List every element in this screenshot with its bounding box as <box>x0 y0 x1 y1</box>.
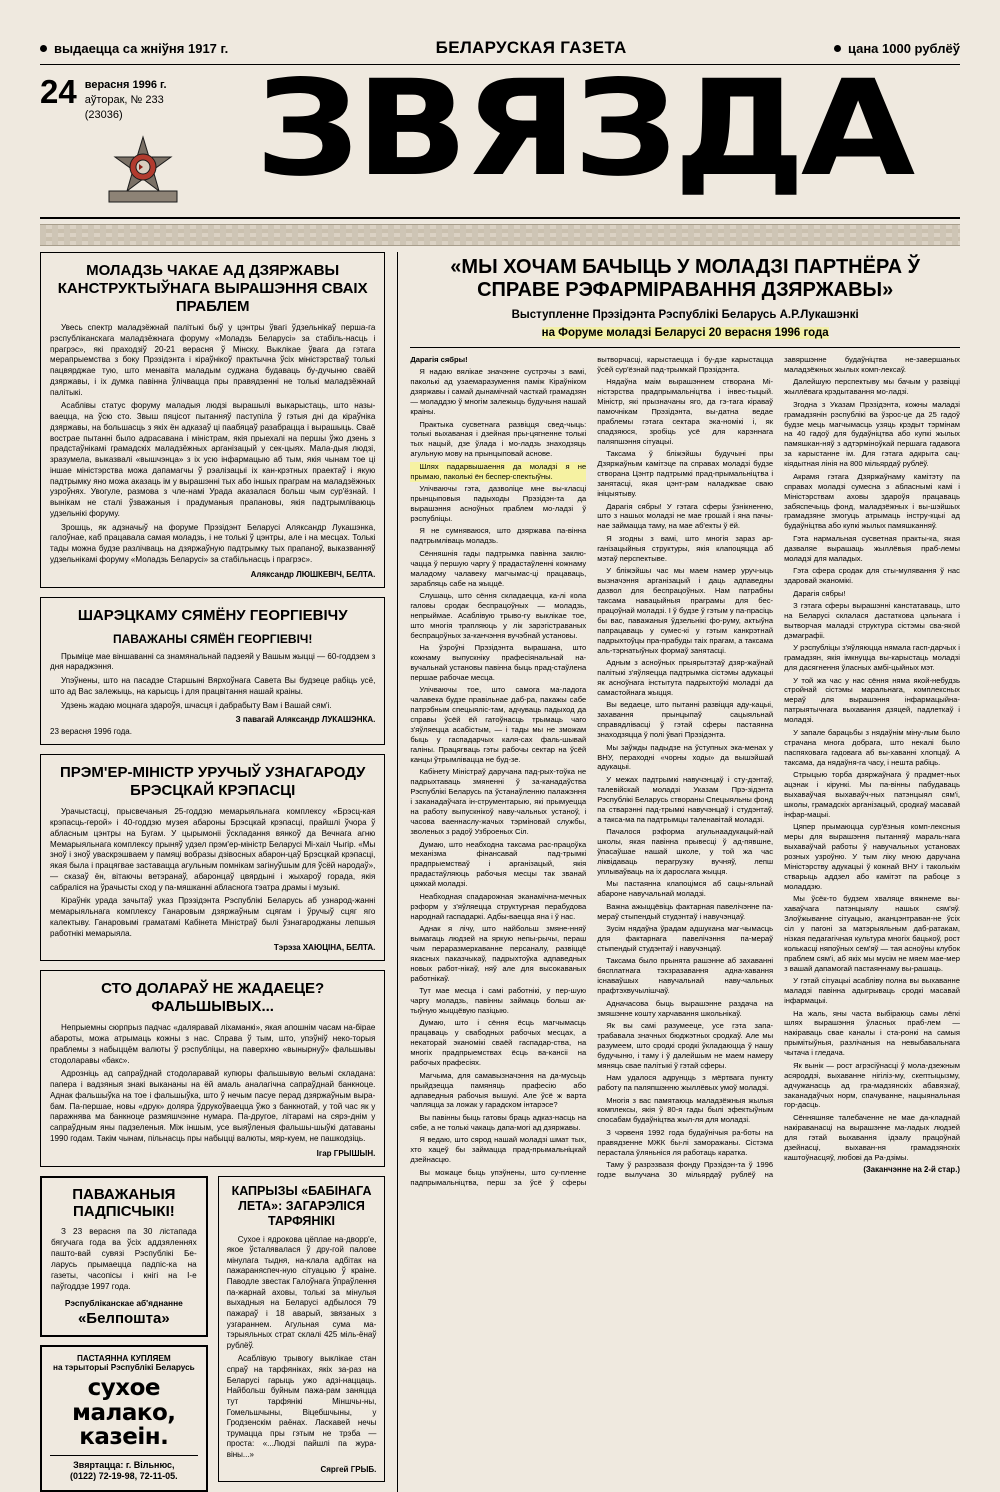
article-title: ШАРЭЦКАМУ СЯМЁНУ ГЕОРГІЕВІЧУ <box>50 607 375 625</box>
subscription-promo <box>40 1176 208 1338</box>
paragraph: Нядаўна маім вырашэннем створана Мі-ністэрства прадпрымальніцтва і інвес-тыцый. Міністр, які прызначаны яго, да гэ-тага кіраваў памочнікам Прэзідэнта, вы-датна ведае праблемы гэтага сектара эка-номікі і, як спадзяюся, зробіць усё для карэннага паляпшэння сітуацыі. <box>597 377 773 447</box>
continuation-note: (Заканчэнне на 2-й стар.) <box>784 1165 960 1175</box>
order-medal-icon <box>95 131 191 207</box>
issue-month: верасня 1996 г. <box>85 78 167 93</box>
paragraph: Гэта нармальная сусветная практы-ка, якая дазваляе вырашаць жыллёвыя праб-лемы моладзі для маладых. <box>784 534 960 564</box>
page-body <box>40 252 960 1492</box>
article-title: МОЛАДЗЬ ЧАКАЕ АД ДЗЯРЖАВЫ КАНСТРУКТЫЎНАГА ВЫРАШЭННЯ СВАІХ ПРАБЛЕМ <box>50 262 375 316</box>
paragraph: Важна ажыццёвіць фактарная павелічэнне па-мераў стыпендый студэнтаў і навучэнцаў. <box>597 902 773 922</box>
paragraph: Асаблівую трывогу выклікае стан спраў на тарфяніках, якіх за-раз на Беларусі гарыць ужо адзі-наццаць. Найбольш буйным пажа-рам заняцца тут тарфянікі Міншчы-ны, Гомельшчыны, Віцебшчыны, у Гродзенскім раёнах. Ласкавей нечы трумацца пры гэтым не трэба — проста: «...Людзі пайшлі па жура-віны...» <box>227 1354 377 1460</box>
paragraph: Я надаю вялікае значэнне сустрэчы з вамі, паколькі ад узаемаразумення паміж Кіраўніком дзяржавы і самай дынамічнай часткай грамадзян — моладдзю ў многім залежыць будучыня нашай краіны. <box>410 367 586 417</box>
paragraph: Я згодны з вамі, што многія зараз ар-ганізацыйныя структуры, якія клапоцяцца аб мэтаў перспектыве. <box>597 534 773 564</box>
article-greeting-sharetski <box>40 597 385 746</box>
paragraph: Улічваючы тое, што самога ма-ладога чалавека будзе правільнае даб-ра, пакажы сабе патрэбным спецыяліс-там, адчуваць падыход да справы ўсёй ёй гатоўнасць трымаць чаго з'яўляецца асабістым, — і тады мы не зможам быць у гаспадарчых каля-сах фаль-шывай галіны. Працягваць гэты рабочы сектар на ўсёй канцы ўтрымлівацца не буд-зе. <box>410 685 586 765</box>
price-label: цана 1000 рублёў <box>848 41 960 56</box>
masthead <box>40 69 960 217</box>
article-fake-dollars <box>40 970 385 1166</box>
paragraph: Урачыстасці, прысвечаныя 25-годдзю мемарыяльнага комплексу «Брэсц-кая крэпасць-герой» і 40-годдзю музея абароны Брэсцкай крэпасці, прайшлі ўчора ў абласным цэнтры на Бугам. У цырымоніі ўскладання вянкоў да Вечнага агню Мемарыяльнага комплексу прыняў удзел прэм'ер-міністр Беларусі Мі-хаіл Чыгір. «Мы зноў і зноў уваскрэшваем у памяці вобразы дзівосных абарон-цаў Брэсцкай крэпасці, якая была і працягвае заставацца агульным помнікам загінуўшым для ўсёй народаў», — сказаў ён, вітаючы ветэранаў, абаронцаў цвярдыні і жыхароў горада, якія сабраліся на ўрачысты сход у па-мяшканні абласнога тэатра драмы і музыкі. <box>50 807 375 893</box>
paragraph: Прыміце мае віншаванні са знамянальнай падзеяй у Вашым жыцці — 60-годдзем з дня нараджэння. <box>50 652 375 674</box>
paragraph: Як вынік — рост агрэсіўнасці ў мола-дзежным асяроддзі, выхаванне нігіліз-му, скептыцызму, адчужанасць ад гра-мадзянскіх абавязкаў, заканадаўчых норм, спачуванне, нацыянальная гор-дасць. <box>784 1061 960 1111</box>
paragraph: У бліжэйшы час мы маем намер уруч-ыць вызначэння арганізацый і даць адпаведны дазвол для беспрацоўных. Нам патрабны таксама навацыйныя праграмы для бес-працоўнай моладзі. І ў будзе ў гэтым у па-прасіць бы вас, паважаныя ўдзельнікі фо-руму, актыўна папрацаваць у сумес-кі у гэтым канкрэтнай падрыхтоўцы пра-прабуды таіх прагам, а таксама аль-тэрнатыўных формаў занятасці. <box>597 566 773 655</box>
paragraph: Дарагія сябры! <box>784 589 960 599</box>
paragraph: Гэта сфера сродак для сты-мулявання ў нас здаровай эканомікі. <box>784 566 960 586</box>
lead-divider <box>410 347 960 348</box>
bullet-icon <box>834 45 841 52</box>
promo-title: ПАВАЖАНЫЯ ПАДПІСЧЫКІ! <box>51 1186 197 1221</box>
paragraph: Сённяшняе талебаченне не мае да-кладнай накіраванасці на вырашэнне ма-ладых людзей для гэтай выхавання ідэалу працоўнай дзейнасці, выхаван-ня грамадзянскіх каштоўнасцяў, любові да Ра-дзімы. <box>784 1113 960 1163</box>
promo-brand: «Белпошта» <box>51 1310 197 1327</box>
right-column <box>410 252 960 1492</box>
paragraph: На ўзроўні Прэзідэнта вырашана, што кожнаму выпускніку прафесіянальнай на-вучальнай установы павінна быць прад-стаўлена першае рабочае месца. <box>410 643 586 683</box>
paragraph: У запале барацьбы з нядаўнім міну-лым было страчана многа добрага, што некалі было паспяховага гадовага аб вы-хаванні хлопцаў. А таксама, да нядаўня-га часу, і нешта рабіць. <box>784 728 960 768</box>
paragraph: Вы можаце быць упэўнены, што су-пленне падпрымальніцтва, перш за ўсё ў сферы вытворчасці, карыстаецца і бу-дзе карыстацца ўсёй сур'ёзнай пад-трымкай Прэзідэнта. <box>410 355 773 1188</box>
paragraph-highlighted: Шлях падарвышаення да моладзі я не прымаю, паколькі ён беспер-спектыўны. <box>410 462 586 482</box>
paragraph: Думаю, што неабходна таксама рас-працоўка механізма фінансавай пад-трымкі прадпрыемстваў і арганізацый, якія прадастаўляюць рабочыя месцы так званай цяжкай моладзі. <box>410 840 586 890</box>
paragraph: Нам удалося адрунцць з мёртвага пункту работу па паляпшэнню жыллёвых умоў моладзі. <box>597 1073 773 1093</box>
paragraph: Адрозніць ад сапраўднай стодоларавай купюры фальшывую вельмі складана: папера і вадзяныя знакі выкананы на ёй амаль аналагічна сапраўднай банкноце. Аднак фальшыўка на тое і фальшыўка, што ў нечым пасуе перад дзяржаўным выра-бам. Па-першае, новы «друк» доляра ўдрукоўваецца ўжо з банкнотай, у той час як у паражнява ма банкноце размяшчэнне нумара. Па-другое, літарамі на сярэ-днім у сапраўдным яны падзеленыя. Між іншым, усе выяўленыя фальшы-шыўкі датаваны 1990 годам. Такім чынам, пільнасць пры набыцці валюты, мяр-куем, не пашкодзіць. <box>50 1069 375 1144</box>
paragraph: Далейшую перспектыву мы бачым у развіцці жыллёвага крэдытавання мо-ладзі. <box>784 377 960 397</box>
issue-number: (23036) <box>85 108 167 123</box>
paper-kind: БЕЛАРУСКАЯ ГАЗЕТА <box>436 38 627 58</box>
paragraph: Думаю, што і сёння ёсць магчымасць працаваць у свабодных рабочых месцах, а некаторай эканомікі сваёй гаспадар-ства, на многіх прадпрыемствах ёсць ва-кансіі на рабочых прафесіях. <box>410 1018 586 1068</box>
paragraph: З чэрвеня 1992 года будаўнічыя ра-боты на правядзенне МЖК бы-лі заморажаны. Сістэма перастала ўляньніся ля работаць каратка. <box>597 1128 773 1158</box>
paragraph: У рэспубліцы з'яўляюцца нямала гасп-дарчых і грамадзян, якія імкнуцца вы-карыстаць моладзі для дасягнення ўласных амбі-цыйных мэт. <box>784 643 960 673</box>
article-signature: Ігар ГРЫШЫН. <box>50 1149 375 1158</box>
article-brest-fortress-award <box>40 754 385 961</box>
paragraph: Практыка сусветнага развіцця свед-чыць: толькі выхаваная і дзейная пры-цягненне толькі тых нацый, дзе ўлада і мо-ладзь знаходзяць агульную мову на прынцыповай аснове. <box>410 420 586 460</box>
column-divider <box>397 252 398 1492</box>
paragraph: Сённяшнія гады падтрымка павінна заклю-чацца ў першую чаргу ў прадастаўленні кожнаму маладому чалавеку магчымас-ці працаваць, зарабляць сабе на жыццё. <box>410 549 586 589</box>
promo-text: З 23 верасня па 30 лістапада бягучага года ва ўсіх аддзяленнях пашто-вай сувязі Рэспублікі Бе-ларусь прымаецца падпіс-ка на газеты, часопісы і кнігі на I-е паўгоддзе 1997 года. <box>51 1226 197 1292</box>
article-title: КАПРЫЗЫ «БАБІНАГА ЛЕТА»: ЗАГАРЭЛІСЯ ТАРФЯНІКІ <box>227 1184 377 1229</box>
paragraph: Таму ў разрэзвазя фонду Прэзідэн-та ў 1996 годзе вылучана 30 мільярдаў рублёў на завяршэнне будаўніцтва не-завершаных маладзёжных жылых комп-лексаў. <box>597 355 960 1188</box>
article-signature: Тэрэза ХАЮЦІНА, БЕЛТА. <box>50 943 375 952</box>
paragraph: Мы ўсёк-то будзем хваляце вяжнеме вы-хаваўчага патэнцыялу нашых сям'яў. Злоўжыванне сітуацыю, аканцэнтраван-не ўсіх сіл у пагоні за матэрыяльным даб-ратакам, нізкая педагагічная культура многіх бацькоў, рост колькасці няпоўных сем'яў — тая асноўны клубок праблем сям'і, аб якіх мы мусім не мяем мае-мер з вашай дапамогай пастаяннаму вы-рашаць. <box>784 894 960 974</box>
paragraph: У той жа час у нас сёння няма якой-небудзь стройнай сістэмы маральнага, комплексных мераў для вырашэння інфармацыйна-патрыятычнага выхавання дзяцей, падлеткаў і моладзі. <box>784 676 960 726</box>
ad-line-1: ПАСТАЯННА КУПЛЯЕМ <box>50 1354 198 1363</box>
paragraph: Я ведаю, што сярод нашай моладзі шмат тых, хто хацеў бы займацца прад-прымальніцкай дзейнасцю. <box>410 1135 586 1165</box>
article-date: 23 верасня 1996 года. <box>50 727 375 736</box>
paragraph: Удзень жадаю моцнага здароўя, шчасця і дабрабыту Вам і Вашай сям'і. <box>50 701 375 712</box>
paragraph: Згодна з Указам Прэзідэнта, кожны маладзі грамадзянін рэспублікі ва ўзрос-це да 25 гадоў будзе мець магчымасць узяць крэдыт тэрмінам на 40 гадоў для будаўніцтва або купкі жылых памяшкан-няў з адтэрміноўкай першага гадавога за карыстанне ім. Для гэтага адкрыта сац-кіядытная лінія на 800 мільярдаў рублёў. <box>784 400 960 470</box>
bullet-icon <box>40 45 47 52</box>
paragraph: Пачалося рэформа агульнаадукацый-най школы, якая павінна прывесці ў ад-пявшне, ўпасаўшае нашай школе, у той жа час ліквідаваць перагрузку вучняў, лепш уплываўваць на іх дарослага жыцця. <box>597 827 773 877</box>
paragraph: Слушаць, што сёння складаецца, ка-лі кола галовы сродак беспрацоўных — моладзь, непрыймае. Асаблівую трыво-гу выклікае тое, што многія трапляюць у лік зарэгістраваных беспрацоўных за-канчэння вучэбнай установы. <box>410 591 586 641</box>
masthead-rule <box>40 217 960 219</box>
paragraph: Як вы самі разумееце, усе гэта запа-трабавала значных бюджэтных сродкаў. Але мы разумеем, што сродкі сродкі ўкладаюцца ў нашу будучыню, і таму і ў далейшым не маем намеру мяняць свае палітыкі ў гэтай сферы. <box>597 1021 773 1071</box>
advertisement-milk-powder[interactable] <box>40 1345 208 1492</box>
paragraph: На жаль, яны часта выбіраюць самы лёгкі шлях вырашэння ўласных праб-лем — накіраваць свае каналы і ста-ронкі на самыя прымітыўныя, разлічаныя на невыбавальнага чытача і гледача. <box>784 1009 960 1059</box>
issue-day: 24 <box>40 75 77 108</box>
article-signature: Сяргей ГРЫБ. <box>227 1465 377 1474</box>
paragraph: Дарагія сябры! <box>410 355 586 365</box>
paragraph: Тут мае месца і самі работнікі, у пер-шую чаргу моладзь, павінны займаць больш ак-тыўную жыццёвую пазіцыю. <box>410 986 586 1016</box>
paragraph: Мы пастаянна клапоцімся аб сацы-яльнай абароне навучальнай моладзі. <box>597 879 773 899</box>
paragraph: Вы ведаеце, што пытанні развіцця аду-кацыі, захавання прынцыпаў сацыяльнай справядлівасці ў гэтай сферы пастаянна знаходзяцца ў полі ўвагі Прэзідэнта. <box>597 700 773 740</box>
paragraph: Я не сумняваюся, што дзяржава па-вінна падтрымліваць моладзь. <box>410 526 586 546</box>
newspaper-logo: ЗВЯЗДА <box>255 63 911 195</box>
paragraph: Мы заўжды падыдзе на ўступных эка-менах у ВНУ, пераходні «чорны ходы» да вышэйшай адукацыі. <box>597 743 773 773</box>
paragraph: Зрошць, як адзначыў на форуме Прэзідэнт Беларусі Аляксандр Лукашэнка, галоўнае, каб працавала самая моладзь, і не толькі ў цэнтры, але і на месцах. Толькі тады можна будзе разлічваць на дзяржаўную падтрымку тых прапаноў, выказванняў удзельнікамі форуму «Моладзь Беларусі» за стабільнасць і прагрэс». <box>50 523 375 566</box>
paragraph: Кабінету Міністраў даручана пад-рых-тоўка не падрыхтаваць змяненні ў за-канадаўства Рэспублікі Беларусь па ўстанаўленню палажэння і заканадаўчага ін-струментарыю, які прымуецца на работу выпускнікоў наву-чальных устаноў, і часова ваеннаслу-жачых тэрміновай службы, зволеных з радоў Узброеных Сіл. <box>410 767 586 837</box>
bottom-left-blocks <box>40 1176 385 1492</box>
paragraph: З гэтага сферы вырашэнні канстатаваць, што на Беларусі склалася дастаткова цэльнага і вытворчая маладзі структура сістэмы сва-якой дэмаграфіі. <box>784 601 960 641</box>
paragraph: Сухое і ядрокова цёплае на-дворр'е, якое ўсталявалася ў дру-гой палове мінулага тыдня, на-клала адбітак на пажараняспеч-ную сітуацыю ў краіне. Паводле звестак Галоўнага ўпраўлення па-жарнай аховы, толькі за мінулыя выхадныя на Беларусі адбылося 79 пажараў і 18 аварый, звязаных з узгараннем. Агульная сума ма-тэрыяльных страт склалі 425 міль-ёнаў рублёў. <box>227 1235 377 1352</box>
masthead-top-strip <box>40 0 960 58</box>
paragraph: Непрыемны сюрпрыз падчас «даляравай ліхаманкі», якая апошнім часам на-бірае абароты, можа атрымаць кожны з нас. Справа ў тым, што, упэўніў неко-торыя праблемы з набыццём валюты ў рэспубліцы, на паверхню «вынырнуў» фальшывы стодоларавы «бакс». <box>50 1023 375 1066</box>
article-subtitle: ПАВАЖАНЫ СЯМЁН ГЕОРГІЕВІЧ! <box>50 632 375 647</box>
lead-body <box>410 355 960 1188</box>
paragraph: Увесь спектр маладзёжнай палітыкі быў у цэнтры ўвагі ўдзельнікаў перша-га рэспубліканскага маладзёжнага форуму «Моладзь Беларусі» за стабіль-насць і прагрэс», які праходзіў 20-21 верасня ў Мінску. Выклікае ўвага да гэтага мерапрыемства з боку Прэзідэнта і кіраўнікоў практычна ўсіх міністэрстваў толькі пацвярджае тую, што менавіта маладым суджана будаваць бу-дучыню сваёй дзяржавы, і іх думка павінна ўлічвацца пры правядзенні не толькі маладзёжнай палітыкі. <box>50 323 375 398</box>
ad-contact-city: Звяртацца: г. Вільнюс, <box>50 1460 198 1472</box>
lead-subtitle-line-2: на Форуме моладзі Беларусі 20 верасня 1996 года <box>542 327 829 339</box>
paragraph: Неабходная спадарожная эканамічна-мечных рэформ у з'яўляецца структурная перабудова народнай гаспадаркі. Адбы-ваецца яна і ў нас. <box>410 892 586 922</box>
ad-product-2: казеін. <box>50 1425 198 1449</box>
article-signature: Аляксандр ЛЮШКЕВІЧ, БЕЛТА. <box>50 570 375 579</box>
paragraph: Кіраўнік урада зачытаў указ Прэзідэнта Рэспублікі Беларусь аб узнарод-жанні мемарыяльнага комплексу Ганаровым дзяржаўным сцягам і ўручыў сцяг яго калектыву. Ганаровымі граматамі Кабінета Міністраў былі ўзнагароджаны лепшыя работнікі мемарыяла. <box>50 896 375 939</box>
article-signature: З павагай Аляксандр ЛУКАШЭНКА. <box>50 715 375 724</box>
paragraph: Таксама было прынята рашэнне аб захаванні бясплатнага тэхзразавання адна-хавання існаваўшых навучальнай наву-чальных прафтэхвучылішчаў. <box>597 956 773 996</box>
paragraph: Магчыма, для самавызначэння на да-мусьць прыйдзецца памяняць прафесію або адпаведныя рабочыя вышукі. Але ўсё ж варта чапляцца за ложак у гарадском інтарэсе? <box>410 1071 586 1111</box>
paragraph: Асаблівы статус форуму маладыя людзі вырашылі выкарыстаць, што назы-ваецца, на ўсю сто. Звыш пяцісот пытанняў паступіла ў гэтыя дні да кіраўніка дзяржавы, на большасць з якіх ён адказаў ці паабяцаў разабрацца і вырашыць. Сваё вострае пытанні было адрасавана і міністрам, якія прыехалі на першы ўжо дзень з прадстаўнікамі грамадскіх маладзёжных арганізацый у сек-цыях. Мала-дыя людзі, зразумела, выказвалі «вышчэнца» з іх усю інфармацыю аб тым, якія чынам тое ці іншае міністэрства можа дапамагчы ў рэалізацыі іх кан-крэтных праектаў і якую падтрымку яно можа аказаць ім у вырашэнні тых або іншых праграм на маладзёжных узроўнях. Увогуле, размова з чле-намі Урада аказалася больш чым сур'ёзнай. І вынікам не сталі ўзважаныя і прадуманыя прапановы, якія падтрымліваюць удзельнікі форуму. <box>50 401 375 519</box>
paragraph: Упэўнены, што на пасадзе Старшыні Вярхоўнага Савета Вы будзеце рабіць усё, што ад Вас залежыць, на карысць і для працвітання нашай краіны. <box>50 676 375 698</box>
ad-product-1: сухое малако, <box>50 1376 198 1424</box>
paragraph: Зусім нядаўна ўрадам адшукана маг-чымасць для фактарнага павелічэння па-мераў стыпендый студэнтаў і навучэнцаў. <box>597 924 773 954</box>
masthead-left-note <box>40 41 228 56</box>
article-title: ПРЭМ'ЕР-МІНІСТР УРУЧЫЎ УЗНАГАРОДУ БРЭСЦКАЙ КРЭПАСЦІ <box>50 764 375 800</box>
issue-date-block <box>40 75 167 123</box>
paragraph: Вы павінны быць гатовы браць адказ-насць на сябе, а не толькі чакаць дапа-могі ад дзяржавы. <box>410 1113 586 1133</box>
paragraph: Акрамя гэтага Дзяржаўнаму камітэту па справах моладзі сумесна з абласнымі камі і Міністэрствам аховы здароўя працаваць забяспечыць фонд, маладзёжных і вы-шэйшых грамадзяне змогуць атрымаць інстру-кцыі ад будаўніцтва або купкі жылых памяшканняў. <box>784 472 960 532</box>
paragraph: Дарагія сябры! У гэтага сферы ўзнікненню, што з нашых моладзі не мае грошай і яна пачы-нае займацца таму, на мае аб'екты ў ёй. <box>597 502 773 532</box>
paragraph: Стрыцыю торба дзяржаўнага ў прадмет-ных ацэнак і кірункі. Мы па-вінны пабудаваць выхаваўчая выхаваўч-ных патэнцыял сям'і, школы, грамадскіх арганізацый, сродкаў масавай інфар-мацыі. <box>784 770 960 820</box>
article-youth-expectations <box>40 252 385 588</box>
paragraph: Многія з вас памятаюць маладзёжныя жылыя комплексы, якія ў 80-я гады былі эфектыўным спосабам будаўніцтва жыл-ля для моладзі. <box>597 1096 773 1126</box>
promo-org: Рэспубліканскае аб'яднанне <box>51 1298 197 1308</box>
paragraph: У гэтай сітуацыі асабліву полна вы выхаванне маладзі павінна адыгрываць сродкі масавай інфармацыі. <box>784 976 960 1006</box>
paragraph: Адначасова быць вырашэнне раздача на змяшэнне кошту харчавання школьнікаў. <box>597 999 773 1019</box>
paragraph: Цяпер прымаюцца сур'ёзныя комп-лексныя меры для вырашэння пытанняў мараль-нага выхаваўчай работы ў навучальных установах розных узроўню. У тым ліку мною даручана Міністэрству адукацыі ў кожнай ВНУ і таколькім стварыць аддзел або камітэт па рабоце з моладдзю. <box>784 822 960 892</box>
founded-note: выдаецца са жнiўня 1917 г. <box>54 41 228 56</box>
left-column <box>40 252 385 1492</box>
ad-contact-phone: (0122) 72-19-98, 72-11-05. <box>50 1471 198 1483</box>
paragraph: Аднак я лічу, што найбольш змяне-нняў вымагаць людзей на яркую непы-рычы, пераш чым пераразмеркаванне персаналу, развіццё якасных паказчыкаў, падрыхтоўка адпаведных новых работ-нікаў, няў але для высокаваных работнікаў. <box>410 924 586 984</box>
article-title: СТО ДОЛАРАЎ НЕ ЖАДАЕЦЕ? ФАЛЬШЫВЫХ... <box>50 980 375 1016</box>
paragraph: Улічваючы гэта, дазволіце мне вы-класці прынцыповыя падыходы Прэзідэн-та да вырашэння асноўных праблем мо-ладзі ў рэспубліцы. <box>410 484 586 524</box>
lead-subtitle-line-1: Выступленне Прэзідэнта Рэспублікі Беларусь А.Р.Лукашэнкі <box>410 308 960 323</box>
paragraph: Таксама ў бліжэйшы будучыні пры Дзяржаўным камітэце па справах моладзі будзе створана Цэнтр падтрымкі прад-прымальніцтва і занятасці, якая цэнт-рам наладжвае сваю ініцыятыву. <box>597 449 773 499</box>
ad-line-2: на тэрыторыі Рэспублікі Беларусь <box>50 1363 198 1372</box>
article-indian-summer <box>218 1176 386 1482</box>
lead-headline: «МЫ ХОЧАМ БАЧЫЦЬ У МОЛАДЗІ ПАРТНЁРА Ў СПРАВЕ РЭФАРМІРАВАННЯ ДЗЯРЖАВЫ» <box>410 256 960 302</box>
paragraph: Адным з асноўных прыярытэтаў дзяр-жаўнай палітыкі з'яўляецца падтрымка сістэмы адукацыі як асноўнага інстытута падрыхтоўкі моладзі да самастойнага жыцця. <box>597 658 773 698</box>
decorative-ornament-band <box>40 224 960 246</box>
paragraph: У межах падтрымкі навучэнцаў і сту-дэнтаў, талевійскай моладзі Указам Прэ-зідэнта Рэспублікі Беларусь створаны Спецыяльны фонд па стварэнні пад-трымкі навучэнцаў і студэнтаў, а такса-ма па падтрымцы таленавітай моладзі. <box>597 775 773 825</box>
issue-weekday: аўторак, № 233 <box>85 93 167 108</box>
